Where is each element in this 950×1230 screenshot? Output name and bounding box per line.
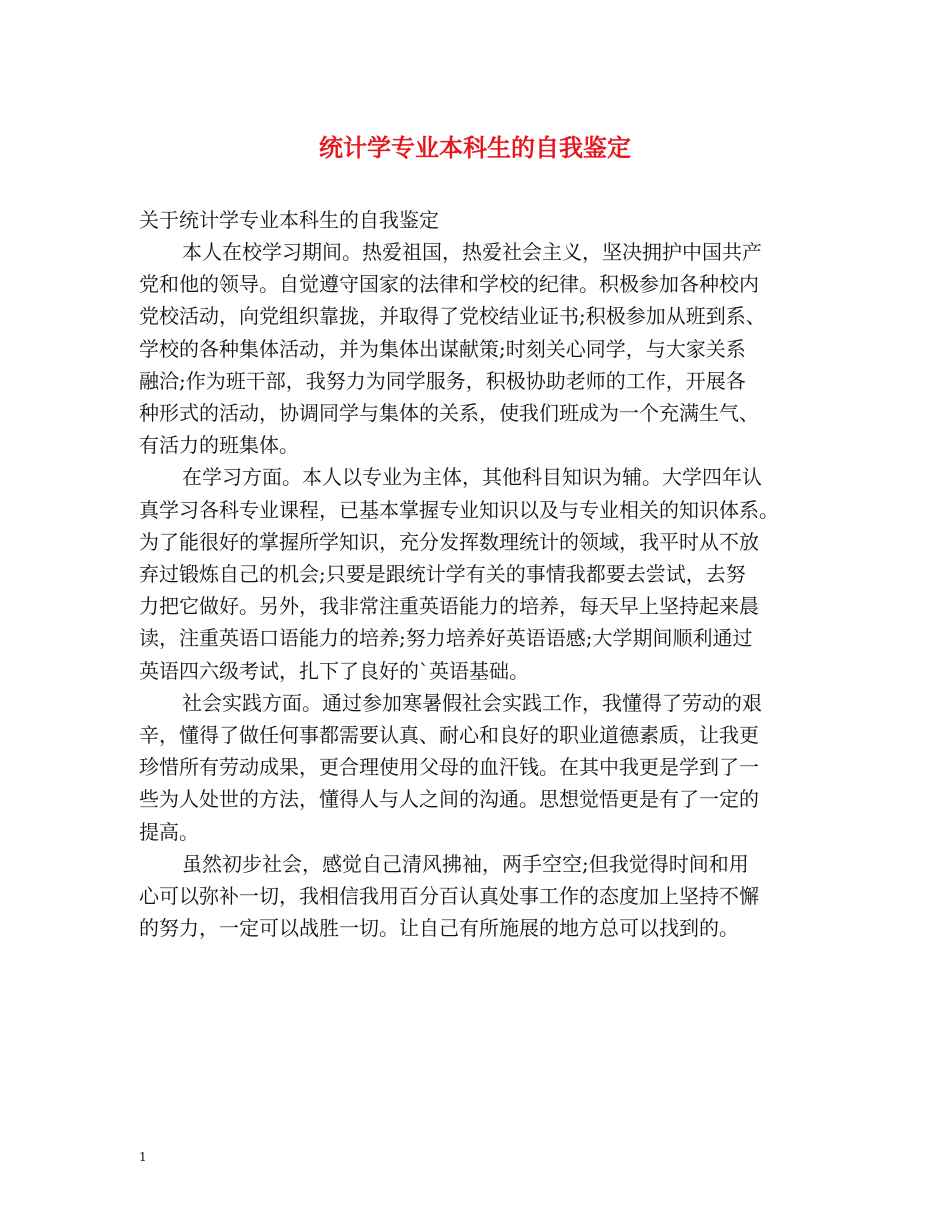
text-line: 融洽;作为班干部，我努力为同学服务，积极协助老师的工作，开展各 [139, 368, 746, 393]
text-line: 提高。 [139, 819, 199, 844]
text-line: 为了能很好的掌握所学知识，充分发挥数理统计的领域，我平时从不放 [139, 529, 759, 554]
text-line: 读，注重英语口语能力的培养;努力培养好英语语感;大学期间顺利通过 [139, 626, 753, 651]
text-line: 种形式的活动，协调同学与集体的关系，使我们班成为一个充满生气、 [139, 401, 759, 426]
text-line: 英语四六级考试，扎下了良好的`英语基础。 [139, 658, 529, 683]
text-line: 弃过锻炼自己的机会;只要是跟统计学有关的事情我都要去尝试，去努 [139, 562, 746, 587]
text-line: 学校的各种集体活动，并为集体出谋献策;时刻关心同学，与大家关系 [139, 336, 746, 361]
text-line: 党和他的领导。自觉遵守国家的法律和学校的纪律。积极参加各种校内 [139, 272, 759, 297]
document-title: 统计学专业本科生的自我鉴定 [319, 134, 631, 162]
text-line: 心可以弥补一切，我相信我用百分百认真处事工作的态度加上坚持不懈 [139, 884, 759, 909]
document-body [139, 204, 815, 944]
text-line: 辛，懂得了做任何事都需要认真、耐心和良好的职业道德素质，让我更 [139, 723, 759, 748]
text-line: 虽然初步社会，感觉自己清风拂袖，两手空空;但我觉得时间和用 [182, 851, 749, 876]
document-subtitle: 关于统计学专业本科生的自我鉴定 [139, 208, 439, 232]
text-line: 有活力的班集体。 [139, 433, 299, 458]
paragraph-1 [139, 236, 815, 461]
text-line: 在学习方面。本人以专业为主体，其他科目知识为辅。大学四年认 [182, 465, 762, 490]
text-line: 的努力，一定可以战胜一切。让自己有所施展的地方总可以找到的。 [139, 916, 739, 941]
paragraph-3 [139, 687, 815, 848]
text-line: 力把它做好。另外，我非常注重英语能力的培养，每天早上坚持起来晨 [139, 594, 759, 619]
paragraph-4 [139, 848, 815, 945]
text-line: 些为人处世的方法，懂得人与人之间的沟通。思想觉悟更是有了一定的 [139, 787, 759, 812]
paragraph-2 [139, 461, 815, 686]
text-line: 社会实践方面。通过参加寒暑假社会实践工作，我懂得了劳动的艰 [182, 690, 762, 715]
page-number: 1 [139, 1150, 147, 1164]
text-line: 本人在校学习期间。热爱祖国，热爱社会主义，坚决拥护中国共产 [182, 240, 762, 264]
text-line: 珍惜所有劳动成果，更合理使用父母的血汗钱。在其中我更是学到了一 [139, 755, 759, 780]
text-line: 党校活动，向党组织靠拢，并取得了党校结业证书;积极参加从班到系、 [139, 304, 766, 329]
text-line: 真学习各科专业课程，已基本掌握专业知识以及与专业相关的知识体系。 [139, 497, 779, 522]
